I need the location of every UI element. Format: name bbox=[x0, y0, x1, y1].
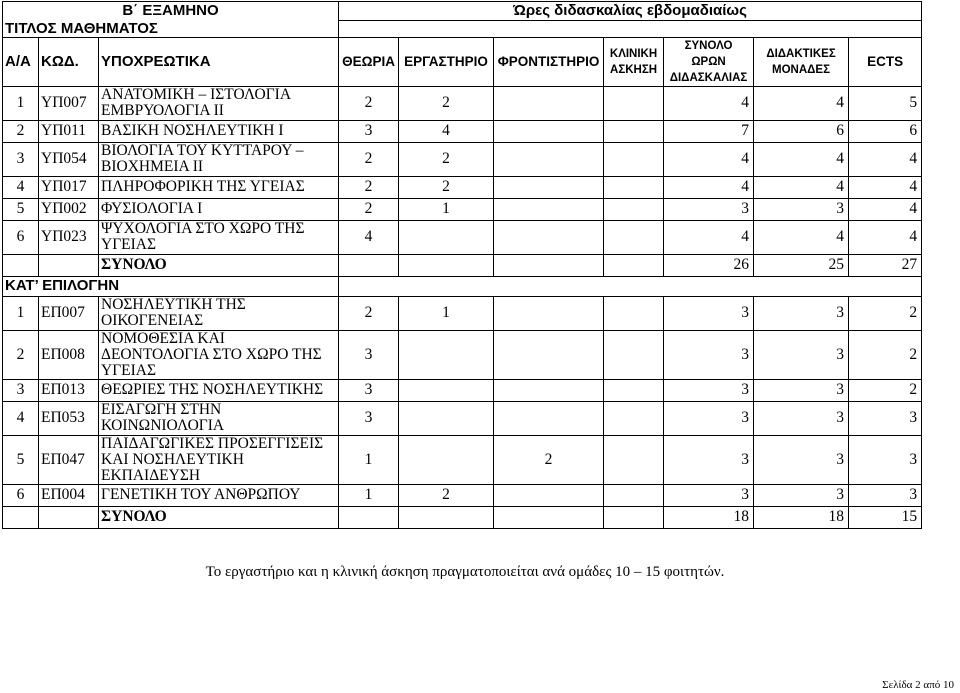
total-hours: 4 bbox=[664, 142, 754, 176]
course-title bbox=[99, 220, 339, 254]
course-number: 3 bbox=[3, 142, 39, 176]
ects-credits: 2 bbox=[849, 330, 922, 379]
teaching-units: 3 bbox=[754, 198, 849, 220]
lab-hours: 2 bbox=[399, 484, 494, 506]
semester-title: Β΄ ΕΞΑΜΗΝΟ bbox=[3, 2, 339, 21]
empty-cell bbox=[604, 254, 664, 276]
teaching-units: 4 bbox=[754, 220, 849, 254]
course-title-line: ΝΟΣΗΛΕΥΤΙΚΗ ΤΗΣ bbox=[101, 296, 246, 313]
total-hours-sum: 18 bbox=[664, 506, 754, 528]
empty-cell bbox=[494, 254, 604, 276]
clinical-hours bbox=[604, 220, 664, 254]
clinical-hours bbox=[604, 120, 664, 142]
tutorial-hours bbox=[494, 296, 604, 330]
teaching-units: 4 bbox=[754, 86, 849, 120]
theory-hours: 3 bbox=[339, 401, 399, 435]
course-number: 6 bbox=[3, 220, 39, 254]
course-number: 4 bbox=[3, 176, 39, 198]
course-number: 2 bbox=[3, 120, 39, 142]
tutorial-hours: 2 bbox=[494, 435, 604, 484]
elective-course-row bbox=[3, 296, 922, 330]
col-ects-header: ECTS bbox=[849, 37, 922, 86]
empty-cell bbox=[39, 254, 99, 276]
course-code: ΕΠ053 bbox=[39, 401, 99, 435]
empty-cell bbox=[39, 506, 99, 528]
course-title-line: ΑΝΑΤΟΜΙΚΗ – ΙΣΤΟΛΟΓΙΑ bbox=[101, 86, 292, 103]
required-course-row bbox=[3, 176, 922, 198]
tutorial-hours bbox=[494, 120, 604, 142]
curriculum-table bbox=[2, 1, 922, 529]
theory-hours: 1 bbox=[339, 484, 399, 506]
header-row-1 bbox=[3, 2, 922, 21]
total-label: ΣΥΝΟΛΟ bbox=[99, 254, 339, 276]
lab-hours bbox=[399, 220, 494, 254]
ects-credits: 3 bbox=[849, 401, 922, 435]
page-number: Σελίδα 2 από 10 bbox=[882, 679, 954, 691]
clinical-hours bbox=[604, 379, 664, 401]
clinical-hours bbox=[604, 330, 664, 379]
ects-credits: 3 bbox=[849, 435, 922, 484]
tutorial-hours bbox=[494, 401, 604, 435]
total-hours: 3 bbox=[664, 401, 754, 435]
col-required-header: ΥΠΟΧΡΕΩΤΙΚΑ bbox=[99, 37, 339, 86]
teaching-units: 6 bbox=[754, 120, 849, 142]
elective-course-row bbox=[3, 435, 922, 484]
elective-course-row bbox=[3, 379, 922, 401]
total-hours: 3 bbox=[664, 198, 754, 220]
lab-hours: 4 bbox=[399, 120, 494, 142]
required-course-row bbox=[3, 86, 922, 120]
theory-hours: 3 bbox=[339, 330, 399, 379]
required-course-row bbox=[3, 220, 922, 254]
required-total-row bbox=[3, 254, 922, 276]
tutorial-hours bbox=[494, 142, 604, 176]
course-title-line: ΘΕΩΡΙΕΣ ΤΗΣ ΝΟΣΗΛΕΥΤΙΚΗΣ bbox=[101, 381, 324, 398]
course-title-line: ΦΥΣΙΟΛΟΓΙΑ Ι bbox=[101, 200, 203, 217]
course-code: ΕΠ004 bbox=[39, 484, 99, 506]
col-clinical-header: ΚΛΙΝΙΚΗ ΑΣΚΗΣΗ bbox=[604, 37, 664, 86]
program-title: ΤΙΤΛΟΣ ΜΑΘΗΜΑΤΟΣ bbox=[3, 21, 339, 38]
total-hours: 4 bbox=[664, 86, 754, 120]
teaching-units-sum: 18 bbox=[754, 506, 849, 528]
course-title bbox=[99, 198, 339, 220]
course-code: ΕΠ013 bbox=[39, 379, 99, 401]
course-title-line: ΕΜΒΡΥΟΛΟΓΙΑ ΙΙ bbox=[101, 102, 224, 119]
course-title bbox=[99, 330, 339, 379]
course-title bbox=[99, 296, 339, 330]
course-code: ΥΠ017 bbox=[39, 176, 99, 198]
ects-credits: 2 bbox=[849, 379, 922, 401]
course-title-line: ΕΚΠΑΙΔΕΥΣΗ bbox=[101, 466, 201, 484]
tutorial-hours bbox=[494, 379, 604, 401]
teaching-units: 3 bbox=[754, 435, 849, 484]
course-code: ΥΠ023 bbox=[39, 220, 99, 254]
theory-hours: 3 bbox=[339, 120, 399, 142]
tutorial-hours bbox=[494, 220, 604, 254]
course-title-line: ΠΑΙΔΑΓΩΓΙΚΕΣ ΠΡΟΣΕΓΓΙΣΕΙΣ bbox=[101, 435, 324, 452]
tutorial-hours bbox=[494, 86, 604, 120]
theory-hours: 2 bbox=[339, 142, 399, 176]
empty-cell bbox=[494, 506, 604, 528]
column-header-row bbox=[3, 37, 922, 86]
course-title bbox=[99, 401, 339, 435]
lab-hours: 1 bbox=[399, 198, 494, 220]
elective-heading-row bbox=[3, 276, 922, 296]
empty-cell bbox=[399, 506, 494, 528]
ects-credits: 4 bbox=[849, 142, 922, 176]
course-title bbox=[99, 484, 339, 506]
teaching-units: 3 bbox=[754, 401, 849, 435]
teaching-units: 4 bbox=[754, 142, 849, 176]
total-hours-sum: 26 bbox=[664, 254, 754, 276]
col-total-hours-header: ΣΥΝΟΛΟ ΩΡΩΝ ΔΙΔΑΣΚΑΛΙΑΣ bbox=[664, 37, 754, 86]
col-tutorial-header: ΦΡΟΝΤΙΣΤΗΡΙΟ bbox=[494, 37, 604, 86]
course-code: ΕΠ047 bbox=[39, 435, 99, 484]
col-code-header: ΚΩΔ. bbox=[39, 37, 99, 86]
tutorial-hours bbox=[494, 484, 604, 506]
theory-hours: 2 bbox=[339, 198, 399, 220]
footnote: Το εργαστήριο και η κλινική άσκηση πραγματοποιείται ανά ομάδες 10 – 15 φοιτητών. bbox=[205, 564, 725, 580]
ects-sum: 27 bbox=[849, 254, 922, 276]
course-title-line: ΨΥΧΟΛΟΓΙΑ ΣΤΟ ΧΩΡΟ ΤΗΣ bbox=[101, 220, 305, 237]
grand-total-row bbox=[3, 506, 922, 528]
course-title-line: ΟΙΚΟΓΕΝΕΙΑΣ bbox=[101, 312, 204, 329]
course-title-line: ΒΑΣΙΚΗ ΝΟΣΗΛΕΥΤΙΚΗ Ι bbox=[101, 122, 284, 139]
total-hours: 7 bbox=[664, 120, 754, 142]
ects-credits: 5 bbox=[849, 86, 922, 120]
empty-cell bbox=[399, 254, 494, 276]
lab-hours bbox=[399, 435, 494, 484]
theory-hours: 4 bbox=[339, 220, 399, 254]
ects-sum: 15 bbox=[849, 506, 922, 528]
total-label: ΣΥΝΟΛΟ bbox=[99, 506, 339, 528]
clinical-hours bbox=[604, 86, 664, 120]
course-title-line: ΒΙΟΧΗΜΕΙΑ ΙΙ bbox=[101, 158, 204, 175]
course-title bbox=[99, 142, 339, 176]
course-title-line: ΥΓΕΙΑΣ bbox=[101, 236, 156, 253]
ects-credits: 4 bbox=[849, 220, 922, 254]
tutorial-hours bbox=[494, 198, 604, 220]
course-code: ΕΠ008 bbox=[39, 330, 99, 379]
col-units-header: ΔΙΔΑΚΤΙΚΕΣ ΜΟΝΑΔΕΣ bbox=[754, 37, 849, 86]
clinical-hours bbox=[604, 484, 664, 506]
course-number: 5 bbox=[3, 435, 39, 484]
elective-heading: ΚΑΤ’ ΕΠΙΛΟΓΗΝ bbox=[3, 276, 339, 296]
total-hours: 4 bbox=[664, 176, 754, 198]
lab-hours: 2 bbox=[399, 86, 494, 120]
total-hours: 3 bbox=[664, 330, 754, 379]
clinical-hours bbox=[604, 176, 664, 198]
empty-cell bbox=[339, 254, 399, 276]
lab-hours bbox=[399, 401, 494, 435]
course-title-line: ΥΓΕΙΑΣ bbox=[101, 361, 156, 379]
course-title-line: ΝΟΜΟΘΕΣΙΑ ΚΑΙ bbox=[101, 330, 225, 347]
theory-hours: 2 bbox=[339, 86, 399, 120]
elective-course-row bbox=[3, 330, 922, 379]
col-aa-header: Α/Α bbox=[3, 37, 39, 86]
col-theory-header: ΘΕΩΡΙΑ bbox=[339, 37, 399, 86]
course-code: ΕΠ007 bbox=[39, 296, 99, 330]
hours-title: Ώρες διδασκαλίας εβδομαδιαίως bbox=[339, 2, 922, 21]
tutorial-hours bbox=[494, 176, 604, 198]
lab-hours bbox=[399, 379, 494, 401]
empty-cell bbox=[339, 506, 399, 528]
header-row-2 bbox=[3, 21, 922, 38]
theory-hours: 3 bbox=[339, 379, 399, 401]
course-title-line: ΠΛΗΡΟΦΟΡΙΚΗ ΤΗΣ ΥΓΕΙΑΣ bbox=[101, 178, 305, 195]
teaching-units-sum: 25 bbox=[754, 254, 849, 276]
course-number: 6 bbox=[3, 484, 39, 506]
total-hours: 3 bbox=[664, 296, 754, 330]
elective-course-row bbox=[3, 401, 922, 435]
empty-cell bbox=[339, 276, 922, 296]
course-title bbox=[99, 379, 339, 401]
course-number: 1 bbox=[3, 296, 39, 330]
lab-hours: 1 bbox=[399, 296, 494, 330]
course-number: 5 bbox=[3, 198, 39, 220]
col-lab-header: ΕΡΓΑΣΤΗΡΙΟ bbox=[399, 37, 494, 86]
teaching-units: 3 bbox=[754, 330, 849, 379]
clinical-hours bbox=[604, 296, 664, 330]
empty-cell bbox=[3, 254, 39, 276]
course-code: ΥΠ007 bbox=[39, 86, 99, 120]
course-title-line: ΒΙΟΛΟΓΙΑ ΤΟΥ ΚΥΤΤΑΡΟΥ – bbox=[101, 142, 304, 159]
teaching-units: 3 bbox=[754, 296, 849, 330]
elective-course-row bbox=[3, 484, 922, 506]
course-title bbox=[99, 435, 339, 484]
required-course-row bbox=[3, 120, 922, 142]
ects-credits: 4 bbox=[849, 176, 922, 198]
total-hours: 3 bbox=[664, 435, 754, 484]
lab-hours: 2 bbox=[399, 176, 494, 198]
clinical-hours bbox=[604, 142, 664, 176]
course-title bbox=[99, 86, 339, 120]
ects-credits: 2 bbox=[849, 296, 922, 330]
total-hours: 4 bbox=[664, 220, 754, 254]
clinical-hours bbox=[604, 401, 664, 435]
required-course-row bbox=[3, 142, 922, 176]
theory-hours: 2 bbox=[339, 296, 399, 330]
course-title-line: ΕΙΣΑΓΩΓΗ ΣΤΗΝ bbox=[101, 401, 222, 418]
empty-cell bbox=[3, 506, 39, 528]
tutorial-hours bbox=[494, 330, 604, 379]
theory-hours: 1 bbox=[339, 435, 399, 484]
clinical-hours bbox=[604, 198, 664, 220]
total-hours: 3 bbox=[664, 379, 754, 401]
required-course-row bbox=[3, 198, 922, 220]
course-number: 1 bbox=[3, 86, 39, 120]
ects-credits: 4 bbox=[849, 198, 922, 220]
course-code: ΥΠ002 bbox=[39, 198, 99, 220]
course-title bbox=[99, 120, 339, 142]
ects-credits: 3 bbox=[849, 484, 922, 506]
lab-hours: 2 bbox=[399, 142, 494, 176]
course-code: ΥΠ011 bbox=[39, 120, 99, 142]
course-number: 4 bbox=[3, 401, 39, 435]
course-title-line: ΚΑΙ ΝΟΣΗΛΕΥΤΙΚΗ bbox=[101, 450, 244, 468]
course-title-line: ΓΕΝΕΤΙΚΗ ΤΟΥ ΑΝΘΡΩΠΟΥ bbox=[101, 486, 301, 503]
ects-credits: 6 bbox=[849, 120, 922, 142]
clinical-hours bbox=[604, 435, 664, 484]
lab-hours bbox=[399, 330, 494, 379]
course-title bbox=[99, 176, 339, 198]
teaching-units: 3 bbox=[754, 379, 849, 401]
theory-hours: 2 bbox=[339, 176, 399, 198]
course-code: ΥΠ054 bbox=[39, 142, 99, 176]
course-title-line: ΚΟΙΝΩΝΙΟΛΟΓΙΑ bbox=[101, 417, 225, 434]
course-number: 2 bbox=[3, 330, 39, 379]
teaching-units: 3 bbox=[754, 484, 849, 506]
course-number: 3 bbox=[3, 379, 39, 401]
empty-cell bbox=[604, 506, 664, 528]
course-title-line: ΔΕΟΝΤΟΛΟΓΙΑ ΣΤΟ ΧΩΡΟ ΤΗΣ bbox=[101, 345, 322, 363]
total-hours: 3 bbox=[664, 484, 754, 506]
teaching-units: 4 bbox=[754, 176, 849, 198]
